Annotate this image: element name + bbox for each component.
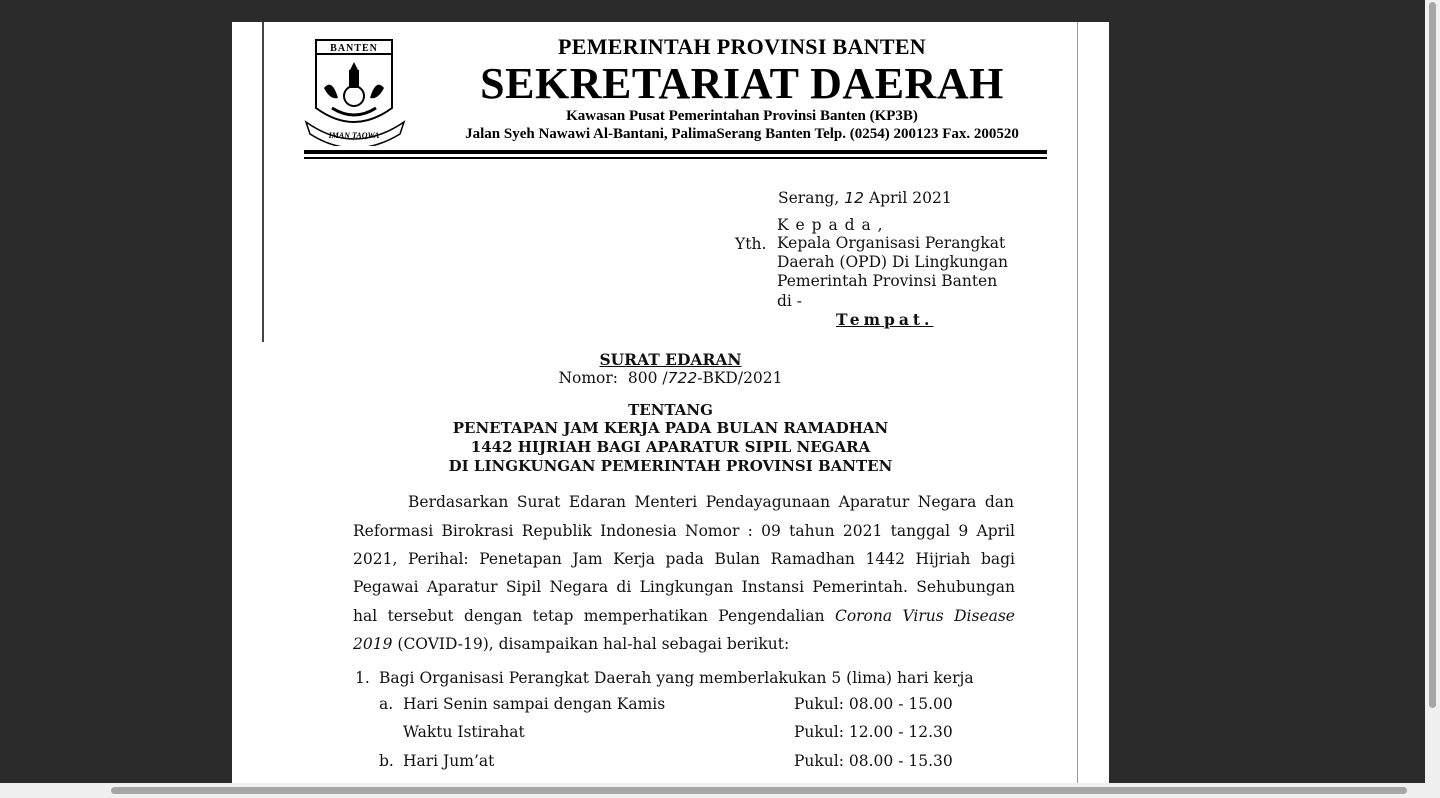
sub-item-b-text: Hari Jum’at: [403, 752, 495, 770]
sub-item-a-time: Pukul: 08.00 - 15.00: [794, 695, 953, 713]
horizontal-scrollbar[interactable]: [0, 783, 1440, 798]
letterhead-rule-thin: [304, 157, 1047, 159]
letter-date: [778, 189, 952, 207]
vertical-scrollbar[interactable]: [1425, 0, 1440, 783]
sub-item-a-text: Hari Senin sampai dengan Kamis: [403, 695, 666, 713]
recipient-kepada: K e p a d a ,: [777, 216, 884, 234]
nomor-suffix: -BKD/2021: [697, 369, 783, 387]
body-line-1: Berdasarkan Surat Edaran Menteri Pendayagunaan Aparatur Negara dan: [408, 493, 1014, 511]
rest-time-text: Waktu Istirahat: [403, 723, 525, 741]
recipient-tempat: Tempat.: [836, 310, 934, 329]
tentang-heading: TENTANG: [628, 401, 713, 419]
subject-line-2: 1442 HIJRIAH BAGI APARATUR SIPIL NEGARA: [470, 438, 871, 456]
svg-text:IMAN TAQWA: IMAN TAQWA: [328, 131, 380, 140]
body-line-6-italic: 2019: [353, 635, 393, 653]
vertical-scrollbar-thumb[interactable]: [1429, 2, 1436, 708]
sub-item-a-label: a.: [379, 695, 394, 713]
nomor-prefix: 800 /: [627, 369, 668, 387]
body-line-4: Pegawai Aparatur Sipil Negara di Lingkungan Instansi Pemerintah. Sehubungan: [353, 578, 1015, 596]
nomor-label: Nomor:: [558, 369, 619, 387]
letterhead-rule-thick: [304, 150, 1047, 154]
scrollbar-corner: [1425, 783, 1440, 798]
document-type: SURAT EDARAN: [599, 350, 742, 369]
recipient-di: di -: [777, 292, 803, 310]
list-item-1-number: 1.: [355, 669, 370, 687]
date-day-handwritten: 12: [844, 189, 864, 207]
body-line-5-italic: Corona Virus Disease: [834, 607, 1015, 625]
letterhead-area: Kawasan Pusat Pemerintahan Provinsi Banten (KP3B): [566, 108, 918, 124]
sub-item-b-time: Pukul: 08.00 - 15.30: [794, 752, 953, 770]
subject-line-1: PENETAPAN JAM KERJA PADA BULAN RAMADHAN: [452, 419, 889, 437]
list-item-1-text: Bagi Organisasi Perangkat Daerah yang memberlakukan 5 (lima) hari kerja: [379, 669, 974, 687]
recipient-yth: Yth.: [735, 235, 767, 253]
horizontal-scrollbar-thumb[interactable]: [111, 787, 1407, 794]
scan-edge-left: [262, 22, 264, 342]
letterhead-address: Jalan Syeh Nawawi Al-Bantani, PalimaSerang Banten Telp. (0254) 200123 Fax. 200520: [465, 126, 1019, 142]
recipient-line-1: Kepala Organisasi Perangkat: [777, 234, 1006, 252]
date-place: Serang,: [778, 189, 840, 207]
body-line-6: [353, 635, 1015, 653]
letterhead-office: SEKRETARIAT DAERAH: [480, 59, 1004, 108]
svg-text:BANTEN: BANTEN: [330, 43, 378, 54]
nomor-handwritten: 722: [667, 369, 698, 387]
sub-item-b-label: b.: [379, 752, 394, 770]
subject-line-3: DI LINGKUNGAN PEMERINTAH PROVINSI BANTEN: [448, 457, 893, 475]
recipient-line-3: Pemerintah Provinsi Banten: [777, 272, 998, 290]
banten-emblem-logo: [302, 38, 408, 146]
body-line-3: 2021, Perihal: Penetapan Jam Kerja pada Bulan Ramadhan 1442 Hijriah bagi: [353, 550, 1015, 568]
document-page: [232, 22, 1109, 783]
date-month-year: April 2021: [868, 189, 952, 207]
body-line-5-text: hal tersebut dengan tetap memperhatikan Pengendalian: [353, 607, 825, 625]
letterhead-government: PEMERINTAH PROVINSI BANTEN: [558, 34, 926, 59]
body-line-2: Reformasi Birokrasi Republik Indonesia Nomor : 09 tahun 2021 tanggal 9 April: [353, 522, 1015, 540]
body-line-5: [353, 607, 1015, 625]
recipient-line-2: Daerah (OPD) Di Lingkungan: [777, 253, 1008, 271]
rest-time-value: Pukul: 12.00 - 12.30: [794, 723, 953, 741]
document-number: [232, 369, 1109, 387]
body-line-6-text: (COVID-19), disampaikan hal-hal sebagai berikut:: [397, 635, 790, 653]
